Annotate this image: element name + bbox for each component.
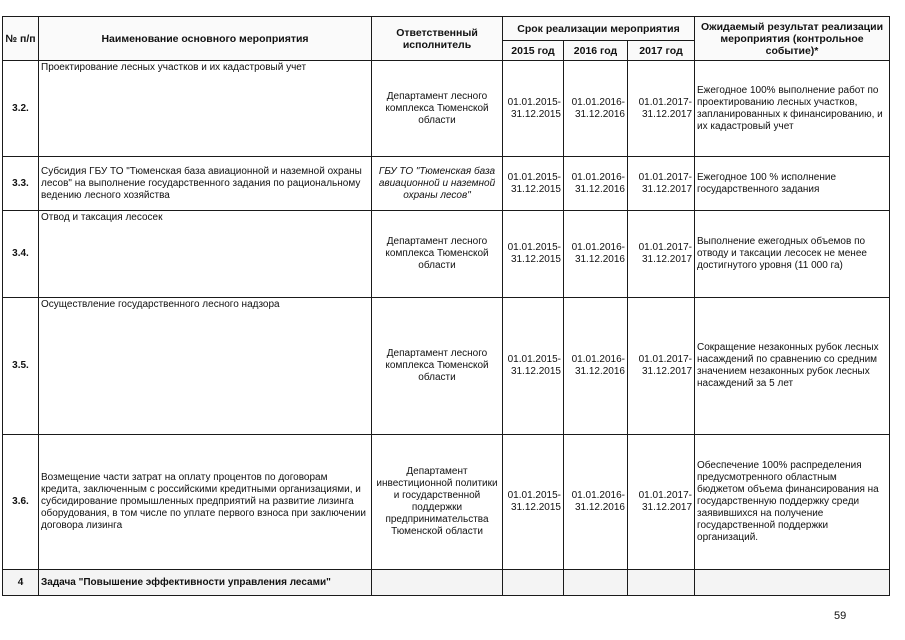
task-empty-cell: [503, 570, 564, 596]
task-empty-cell: [564, 570, 628, 596]
row-date-2015: 01.01.2015-31.12.2015: [503, 61, 564, 157]
row-num: 3.6.: [3, 435, 39, 570]
task-empty-cell: [695, 570, 890, 596]
header-name: Наименование основного мероприятия: [39, 17, 372, 61]
row-result: Обеспечение 100% распределения предусмотренного областным бюджетом объема финансирования на государственную поддержку среди заявившихся на получение государственной поддержки организаций.: [695, 435, 890, 570]
table-row: [3, 298, 890, 435]
row-responsible: Департамент лесного комплекса Тюменской области: [372, 61, 503, 157]
row-date-2017: 01.01.2017-31.12.2017: [628, 61, 695, 157]
table-row: [3, 211, 890, 298]
task-row: [3, 570, 890, 596]
row-date-2017: 01.01.2017-31.12.2017: [628, 435, 695, 570]
row-date-2017: 01.01.2017-31.12.2017: [628, 211, 695, 298]
table-row: [3, 61, 890, 157]
header-responsible: Ответственный исполнитель: [372, 17, 503, 61]
row-responsible: ГБУ ТО "Тюменская база авиационной и наземной охраны лесов": [372, 157, 503, 211]
row-responsible: Департамент лесного комплекса Тюменской области: [372, 211, 503, 298]
measures-table: [2, 16, 890, 596]
header-num: № п/п: [3, 17, 39, 61]
task-empty-cell: [372, 570, 503, 596]
row-name: Осуществление государственного лесного надзора: [39, 298, 372, 435]
page-number: 59: [834, 610, 847, 622]
row-name: Субсидия ГБУ ТО "Тюменская база авиационной и наземной охраны лесов" на выполнение государственного задания по рациональному ведению лесного хозяйства: [39, 157, 372, 211]
table-row: [3, 157, 890, 211]
row-date-2015: 01.01.2015-31.12.2015: [503, 157, 564, 211]
row-date-2015: 01.01.2015-31.12.2015: [503, 211, 564, 298]
header-period: Срок реализации мероприятия: [503, 17, 695, 41]
row-result: Выполнение ежегодных объемов по отводу и таксации лесосек не менее достигнутого уровня (11 000 га): [695, 211, 890, 298]
row-num: 3.3.: [3, 157, 39, 211]
row-responsible: Департамент инвестиционной политики и государственной поддержки предпринимательства Тюменской области: [372, 435, 503, 570]
task-num: 4: [3, 570, 39, 596]
row-date-2016: 01.01.2016-31.12.2016: [564, 61, 628, 157]
row-date-2017: 01.01.2017-31.12.2017: [628, 298, 695, 435]
row-date-2017: 01.01.2017-31.12.2017: [628, 157, 695, 211]
row-result: Ежегодное 100 % исполнение государственного задания: [695, 157, 890, 211]
header-year-2016: 2016 год: [564, 41, 628, 61]
row-responsible: Департамент лесного комплекса Тюменской области: [372, 298, 503, 435]
row-result: Ежегодное 100% выполнение работ по проектированию лесных участков, запланированных к финансированию, и их кадастровый учет: [695, 61, 890, 157]
row-date-2016: 01.01.2016-31.12.2016: [564, 435, 628, 570]
row-date-2016: 01.01.2016-31.12.2016: [564, 157, 628, 211]
row-num: 3.5.: [3, 298, 39, 435]
task-empty-cell: [628, 570, 695, 596]
task-name: Задача "Повышение эффективности управления лесами": [39, 570, 372, 596]
row-result: Сокращение незаконных рубок лесных насаждений по сравнению со средним значением незаконных рубок лесных насаждений за 5 лет: [695, 298, 890, 435]
row-date-2015: 01.01.2015-31.12.2015: [503, 298, 564, 435]
table-row: [3, 435, 890, 570]
row-num: 3.4.: [3, 211, 39, 298]
header-year-2015: 2015 год: [503, 41, 564, 61]
row-name: Возмещение части затрат на оплату процентов по договорам кредита, заключенным с российскими кредитными организациями, и субсидирование промышленных предприятий на развитие лизинга оборудования, в том числе по уплате первого взноса при заключении договора лизинга: [39, 435, 372, 570]
header-year-2017: 2017 год: [628, 41, 695, 61]
row-date-2016: 01.01.2016-31.12.2016: [564, 298, 628, 435]
row-name: Отвод и таксация лесосек: [39, 211, 372, 298]
row-num: 3.2.: [3, 61, 39, 157]
row-date-2016: 01.01.2016-31.12.2016: [564, 211, 628, 298]
row-date-2015: 01.01.2015-31.12.2015: [503, 435, 564, 570]
header-result: Ожидаемый результат реализации мероприятия (контрольное событие)*: [695, 17, 890, 61]
row-name: Проектирование лесных участков и их кадастровый учет: [39, 61, 372, 157]
